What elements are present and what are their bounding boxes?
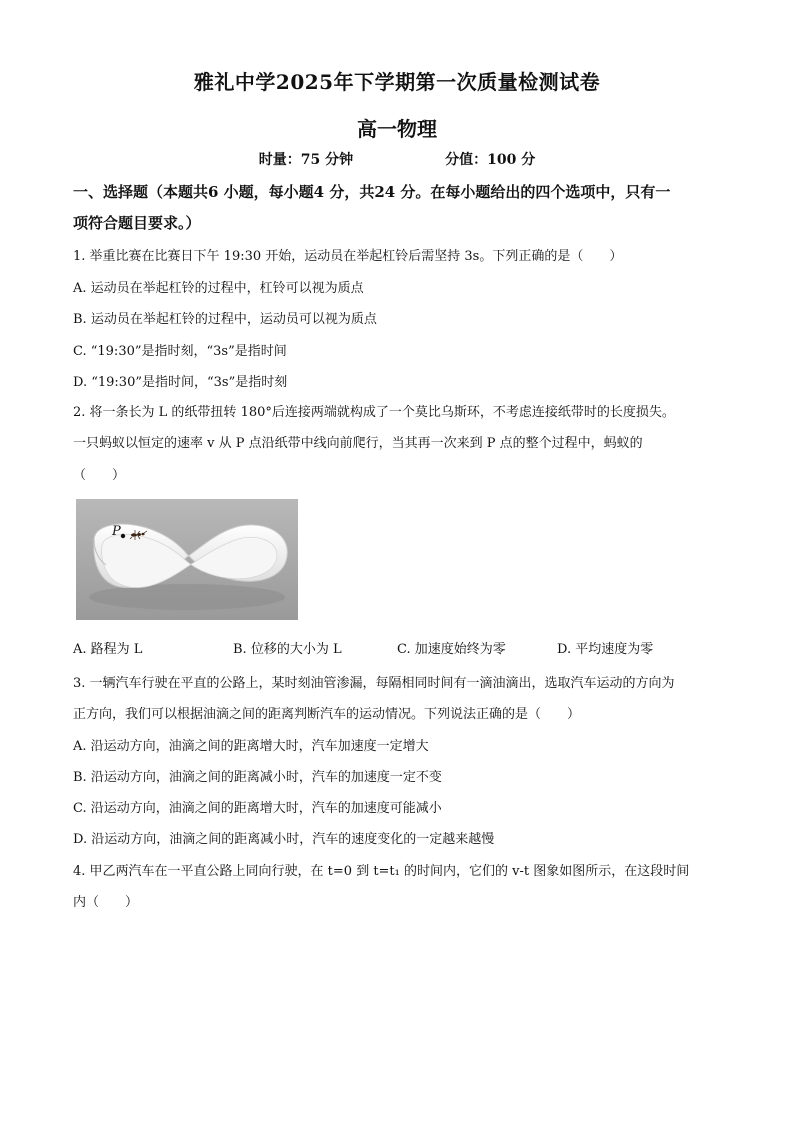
q3-option-d: D. 沿运动方向，油滴之间的距离减小时，汽车的速度变化的一定越来越慢: [73, 832, 495, 847]
mobius-strip-image: [76, 499, 298, 620]
q3-option-a: A. 沿运动方向，油滴之间的距离增大时，汽车加速度一定增大: [73, 739, 429, 754]
q4-stem-cont: 内（ ）: [73, 895, 139, 910]
q3-option-b: B. 沿运动方向，油滴之间的距离减小时，汽车的加速度一定不变: [73, 770, 442, 785]
point-p-label: P: [112, 524, 121, 539]
section-heading: 一、选择题（本题共6 小题，每小题4 分，共24 分。在每小题给出的四个选项中，只有一: [73, 183, 671, 201]
q1-option-b: B. 运动员在举起杠铃的过程中，运动员可以视为质点: [73, 312, 377, 327]
q2-option-c: C. 加速度始终为零: [397, 642, 506, 657]
q1-option-a: A. 运动员在举起杠铃的过程中，杠铃可以视为质点: [73, 281, 364, 296]
q2-option-b: B. 位移的大小为 L: [233, 642, 342, 657]
q3-stem-cont: 正方向，我们可以根据油滴之间的距离判断汽车的运动情况。下列说法正确的是（ ）: [73, 707, 581, 722]
total-score: 分值：100 分: [445, 152, 536, 168]
q1-stem: 1. 举重比赛在比赛日下午 19:30 开始，运动员在举起杠铃后需坚持 3s。下列正确的是（ ）: [73, 249, 623, 264]
q2-option-a: A. 路程为 L: [73, 642, 143, 657]
q1-option-c: C. “19:30”是指时刻，“3s”是指时间: [73, 344, 287, 359]
q2-answer-blank: （ ）: [73, 468, 126, 483]
section-heading-cont: 项符合题目要求。）: [73, 214, 201, 232]
q2-stem: 2. 将一条长为 L 的纸带扭转 180°后连接两端就构成了一个莫比乌斯环，不考虑连接纸带时的长度损失。: [73, 405, 675, 420]
q1-option-d: D. “19:30”是指时间，“3s”是指时刻: [73, 375, 288, 390]
mobius-strip-figure: [76, 499, 298, 620]
q2-stem-cont: 一只蚂蚁以恒定的速率 v 从 P 点沿纸带中线向前爬行，当其再一次来到 P 点的整个过程中，蚂蚁的: [73, 436, 643, 451]
time-limit: 时量：75 分钟: [258, 152, 354, 168]
q3-stem: 3. 一辆汽车行驶在平直的公路上，某时刻油管渗漏，每隔相同时间有一滴油滴出，选取汽车运动的方向为: [73, 676, 675, 691]
q2-option-d: D. 平均速度为零: [557, 642, 654, 657]
q4-stem: 4. 甲乙两汽车在一平直公路上同向行驶，在 t=0 到 t=t₁ 的时间内，它们的 v-t 图象如图所示，在这段时间: [73, 864, 690, 879]
subject-title: 高一物理: [357, 117, 437, 141]
point-p-dot: [121, 534, 125, 538]
exam-meta: [0, 149, 794, 169]
q3-option-c: C. 沿运动方向，油滴之间的距离增大时，汽车的加速度可能减小: [73, 801, 442, 816]
exam-title: 雅礼中学2025年下学期第一次质量检测试卷: [193, 70, 601, 94]
